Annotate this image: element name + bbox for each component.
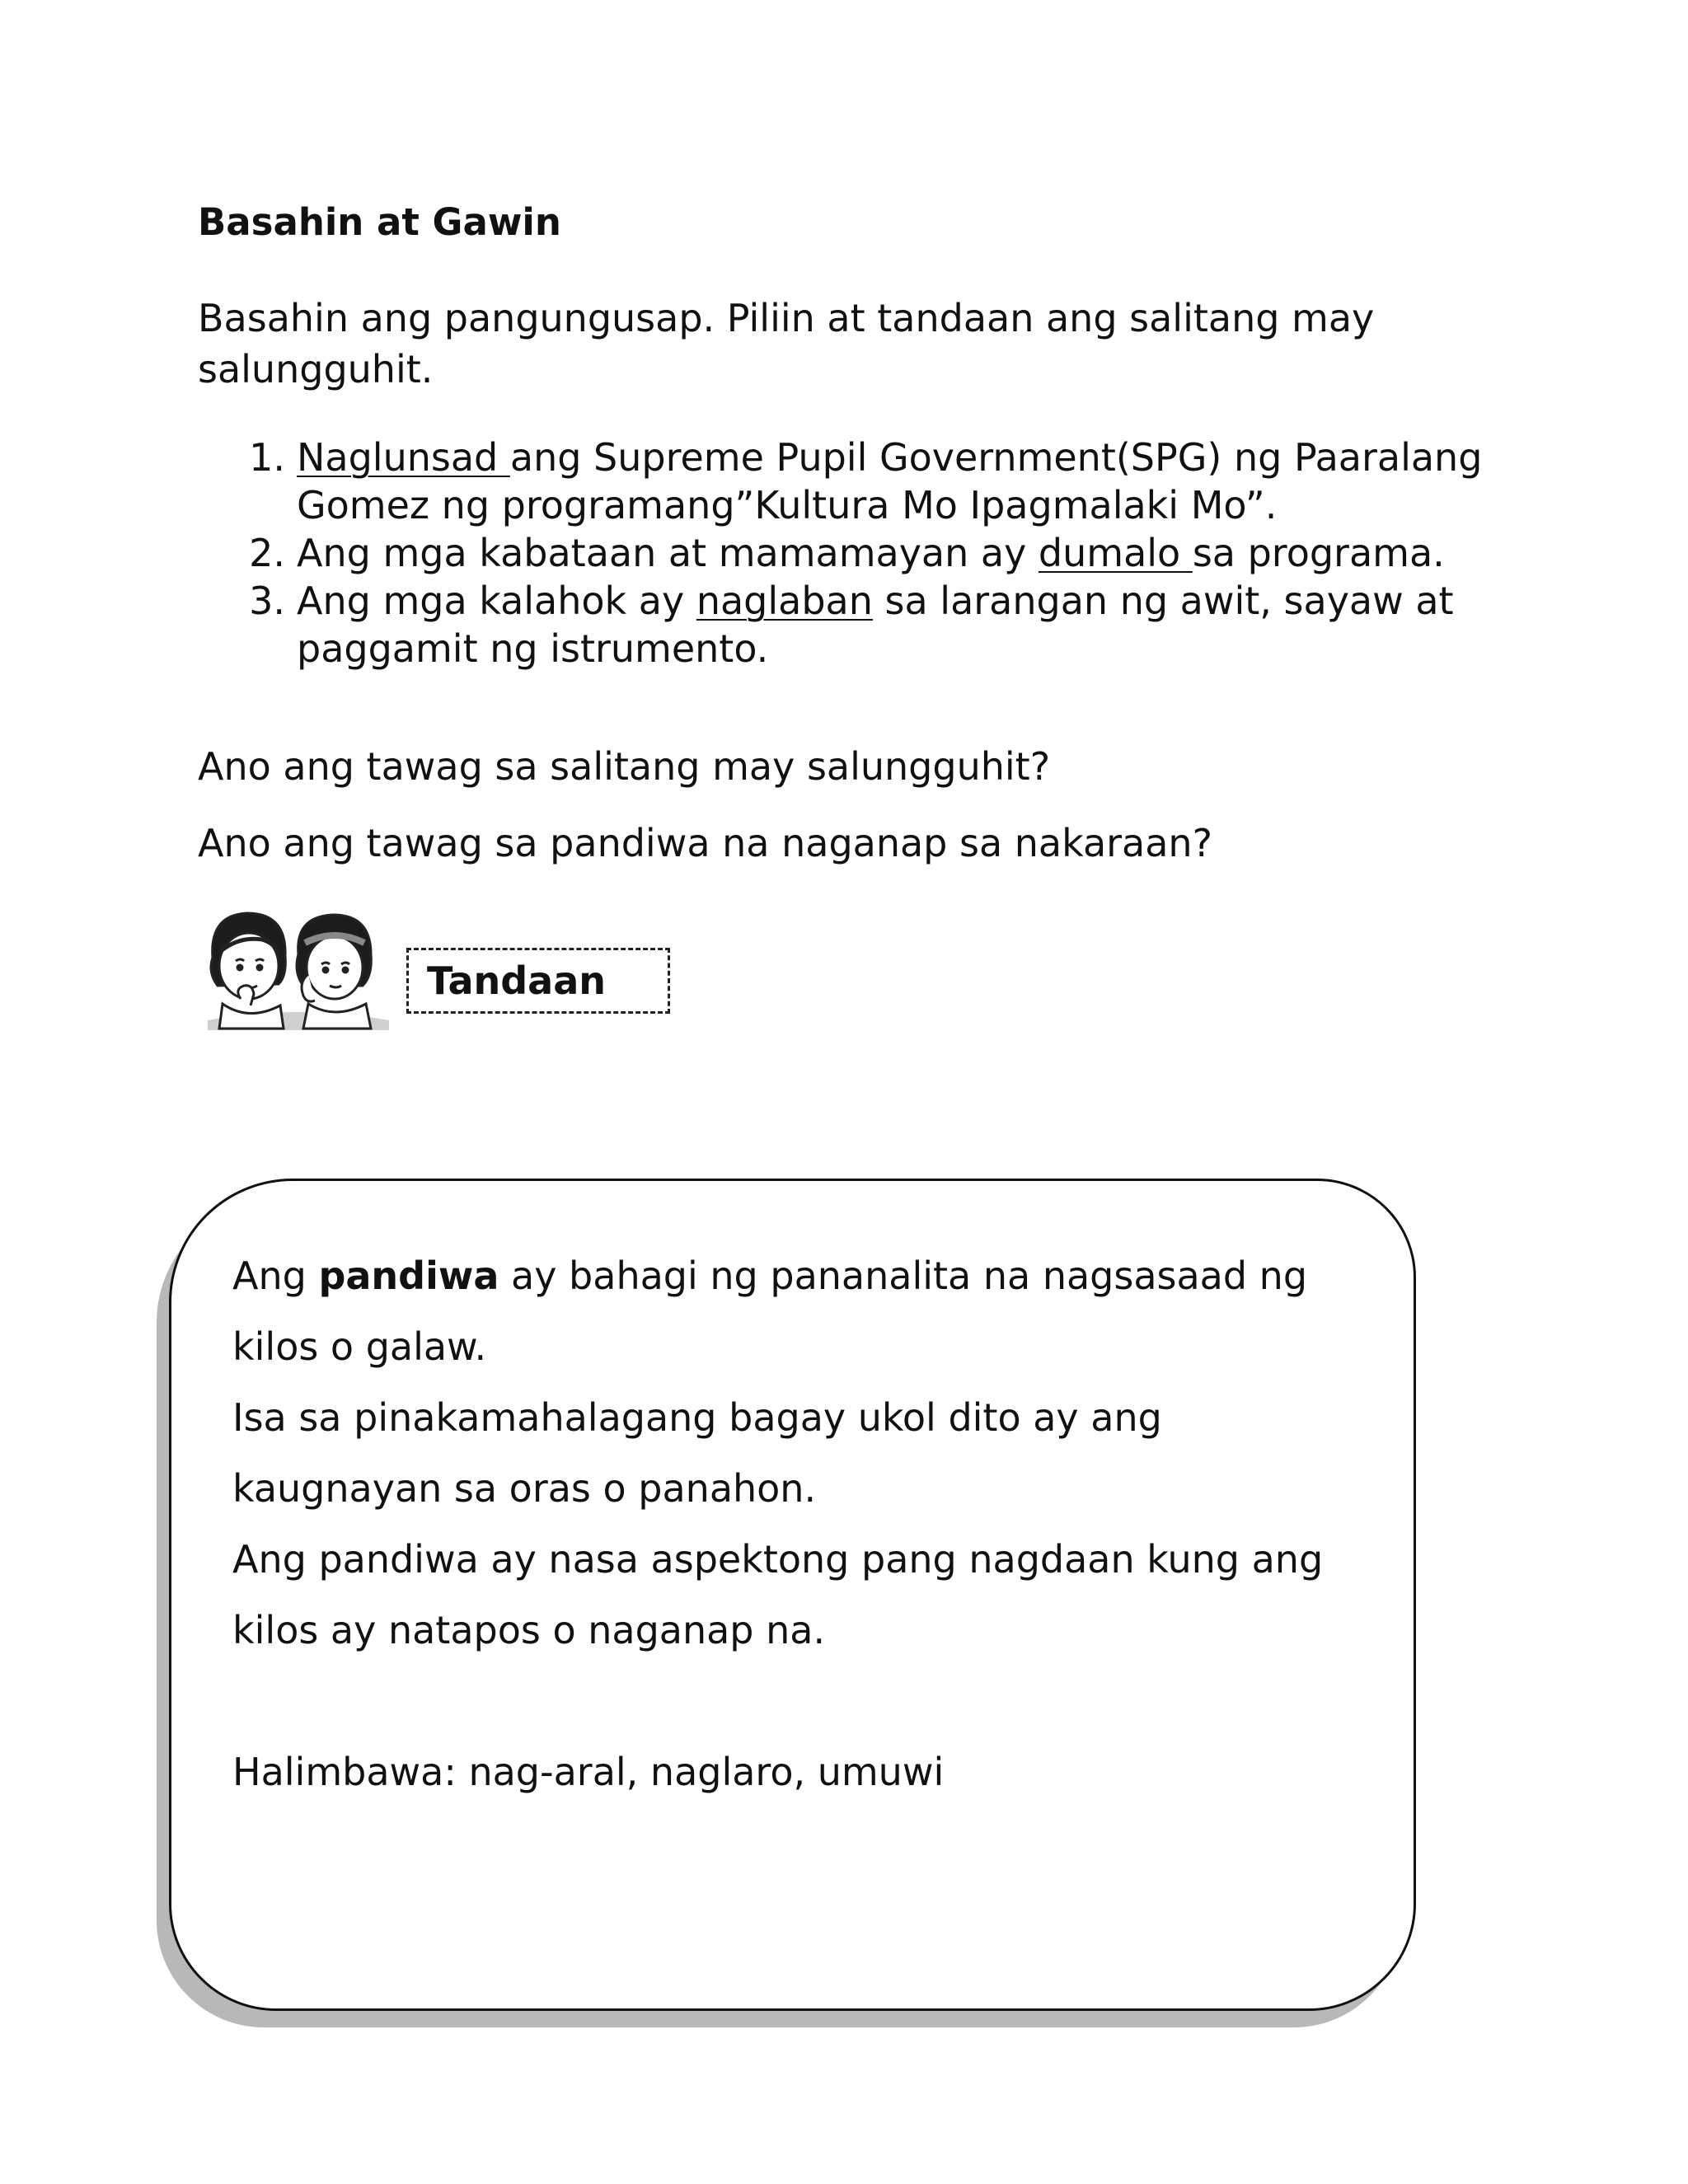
note-line-4: kaugnayan sa oras o panahon. [232,1466,817,1511]
list-item-1 [297,434,1533,481]
list-item-1-cont: Gomez ng programang”Kultura Mo Ipagmalaki Mo”. [297,483,1278,527]
note-line-5: Ang pandiwa ay nasa aspektong pang nagdaan kung ang [232,1537,1324,1582]
underlined-word: naglaban [696,579,873,623]
note-line-6: kilos ay natapos o naganap na. [232,1608,826,1652]
section-heading: Basahin at Gawin [198,200,561,244]
item-text: Ang mga kalahok ay [297,579,696,623]
list-item-3 [297,577,1533,625]
example-line: Halimbawa: nag-aral, naglaro, umuwi [232,1750,945,1794]
item-number-1: 1. [249,435,285,480]
instruction-text: Basahin ang pangungusap. Piliin at tandaan ang salitang may salungguhit. [198,296,1375,391]
item-text: sa programa. [1192,531,1445,575]
note-text: Ang [232,1254,319,1298]
item-text: sa larangan ng awit, sayaw at [872,579,1454,623]
item-text: Ang mga kabataan at mamamayan ay [297,531,1039,575]
question-2: Ano ang tawag sa pandiwa na naganap sa nakaraan? [198,821,1212,865]
item-text: ang Supreme Pupil Government(SPG) ng Paaralang [509,435,1483,480]
underlined-word: dumalo [1038,531,1193,575]
item-number-2: 2. [249,531,285,575]
note-line-3: Isa sa pinakamahalagang bagay ukol dito ay ang [232,1395,1162,1440]
children-thinking-icon [198,907,396,1030]
note-line-1 [232,1240,1403,1311]
list-item-3-cont: paggamit ng istrumento. [297,626,769,671]
note-line-2: kilos o galaw. [232,1324,487,1369]
underlined-word: Naglunsad [297,435,510,480]
question-1: Ano ang tawag sa salitang may salungguhit? [198,744,1051,789]
tandaan-label: Tandaan [406,948,670,1014]
note-text: ay bahagi ng pananalita na nagsasaad ng [499,1254,1308,1298]
list-item-2 [297,529,1533,577]
item-number-3: 3. [249,579,285,623]
bold-term: pandiwa [318,1254,499,1298]
